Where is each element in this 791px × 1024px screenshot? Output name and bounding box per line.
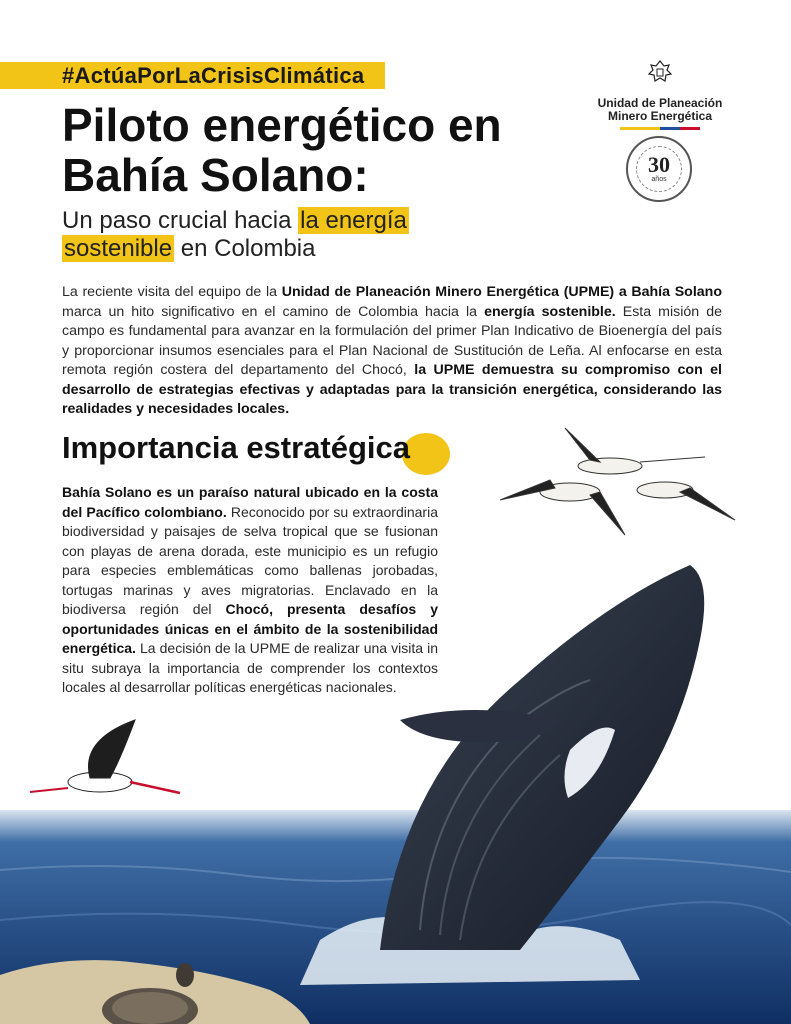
intro-bold-1: Unidad de Planeación Minero Energética (UPME) a Bahía Solano	[281, 284, 722, 300]
hashtag-text: #ActúaPorLaCrisisClimática	[62, 63, 365, 88]
hashtag-banner	[0, 62, 385, 89]
section-heading: Importancia estratégica	[62, 430, 411, 465]
seal-number: 30	[648, 152, 670, 177]
intro-text-2: marca un hito significativo en el camino de Colombia hacia la	[62, 303, 485, 320]
colombia-crest-icon	[645, 58, 675, 88]
intro-paragraph	[62, 283, 722, 420]
stork	[30, 720, 180, 793]
subtitle-text-1: Un paso crucial hacia	[62, 207, 299, 234]
org-name-line-2: Minero Energética	[607, 109, 713, 123]
subtitle-text-2: en Colombia	[174, 235, 316, 262]
page-subtitle	[62, 207, 482, 263]
section-text-2: La decisión de la UPME de realizar una visita in situ subraya la importancia de comprender los contextos locales al desarrollar políticas energéticas nacionales.	[62, 640, 438, 695]
intro-text-1: La reciente visita del equipo de la	[62, 284, 282, 300]
upme-logo	[590, 58, 730, 130]
section-paragraph	[62, 483, 438, 698]
intro-bold-3: la UPME demuestra su compromiso con el desarrollo de estrategias efectivas y adaptadas para la transición energética, considerando las realidades y necesidades locales.	[62, 362, 722, 417]
org-name-line-1: Unidad de Planeación	[597, 96, 723, 110]
section-text-1: Reconocido por su extraordinaria biodiversidad y paisajes de selva tropical que se fusionan con playas de arena dorada, este municipio es un refugio para especies emblemáticas como ballenas jorobadas, tortugas marinas y aves migratorias. Enclavado en la biodiversa región del	[62, 503, 438, 617]
flag-bar	[620, 127, 700, 130]
subtitle-highlight-2: sostenible	[64, 235, 173, 262]
anniversary-seal	[626, 136, 692, 202]
intro-text-3: Esta misión de campo es fundamental para avanzar en la formulación del primer Plan Indicativo de Bioenergía del país y proporcionar insumos esenciales para el Plan Nacional de Sustitución de Leña. Al enfocarse en esta remota región costera del departamento del Chocó,	[62, 303, 722, 378]
section-bold-1: Bahía Solano es un paraíso natural ubicado en la costa del Pacífico colombiano.	[62, 484, 438, 520]
section-bold-2: Chocó, presenta desafíos y oportunidades únicas en el ámbito de la sostenibilidad energética.	[62, 601, 438, 656]
flying-geese	[500, 428, 735, 535]
subtitle-highlight-1: la energía	[300, 207, 407, 234]
intro-bold-2: energía sostenible.	[484, 303, 616, 320]
page-title: Piloto energético en Bahía Solano:	[62, 99, 502, 201]
seal-years: años	[651, 176, 667, 183]
